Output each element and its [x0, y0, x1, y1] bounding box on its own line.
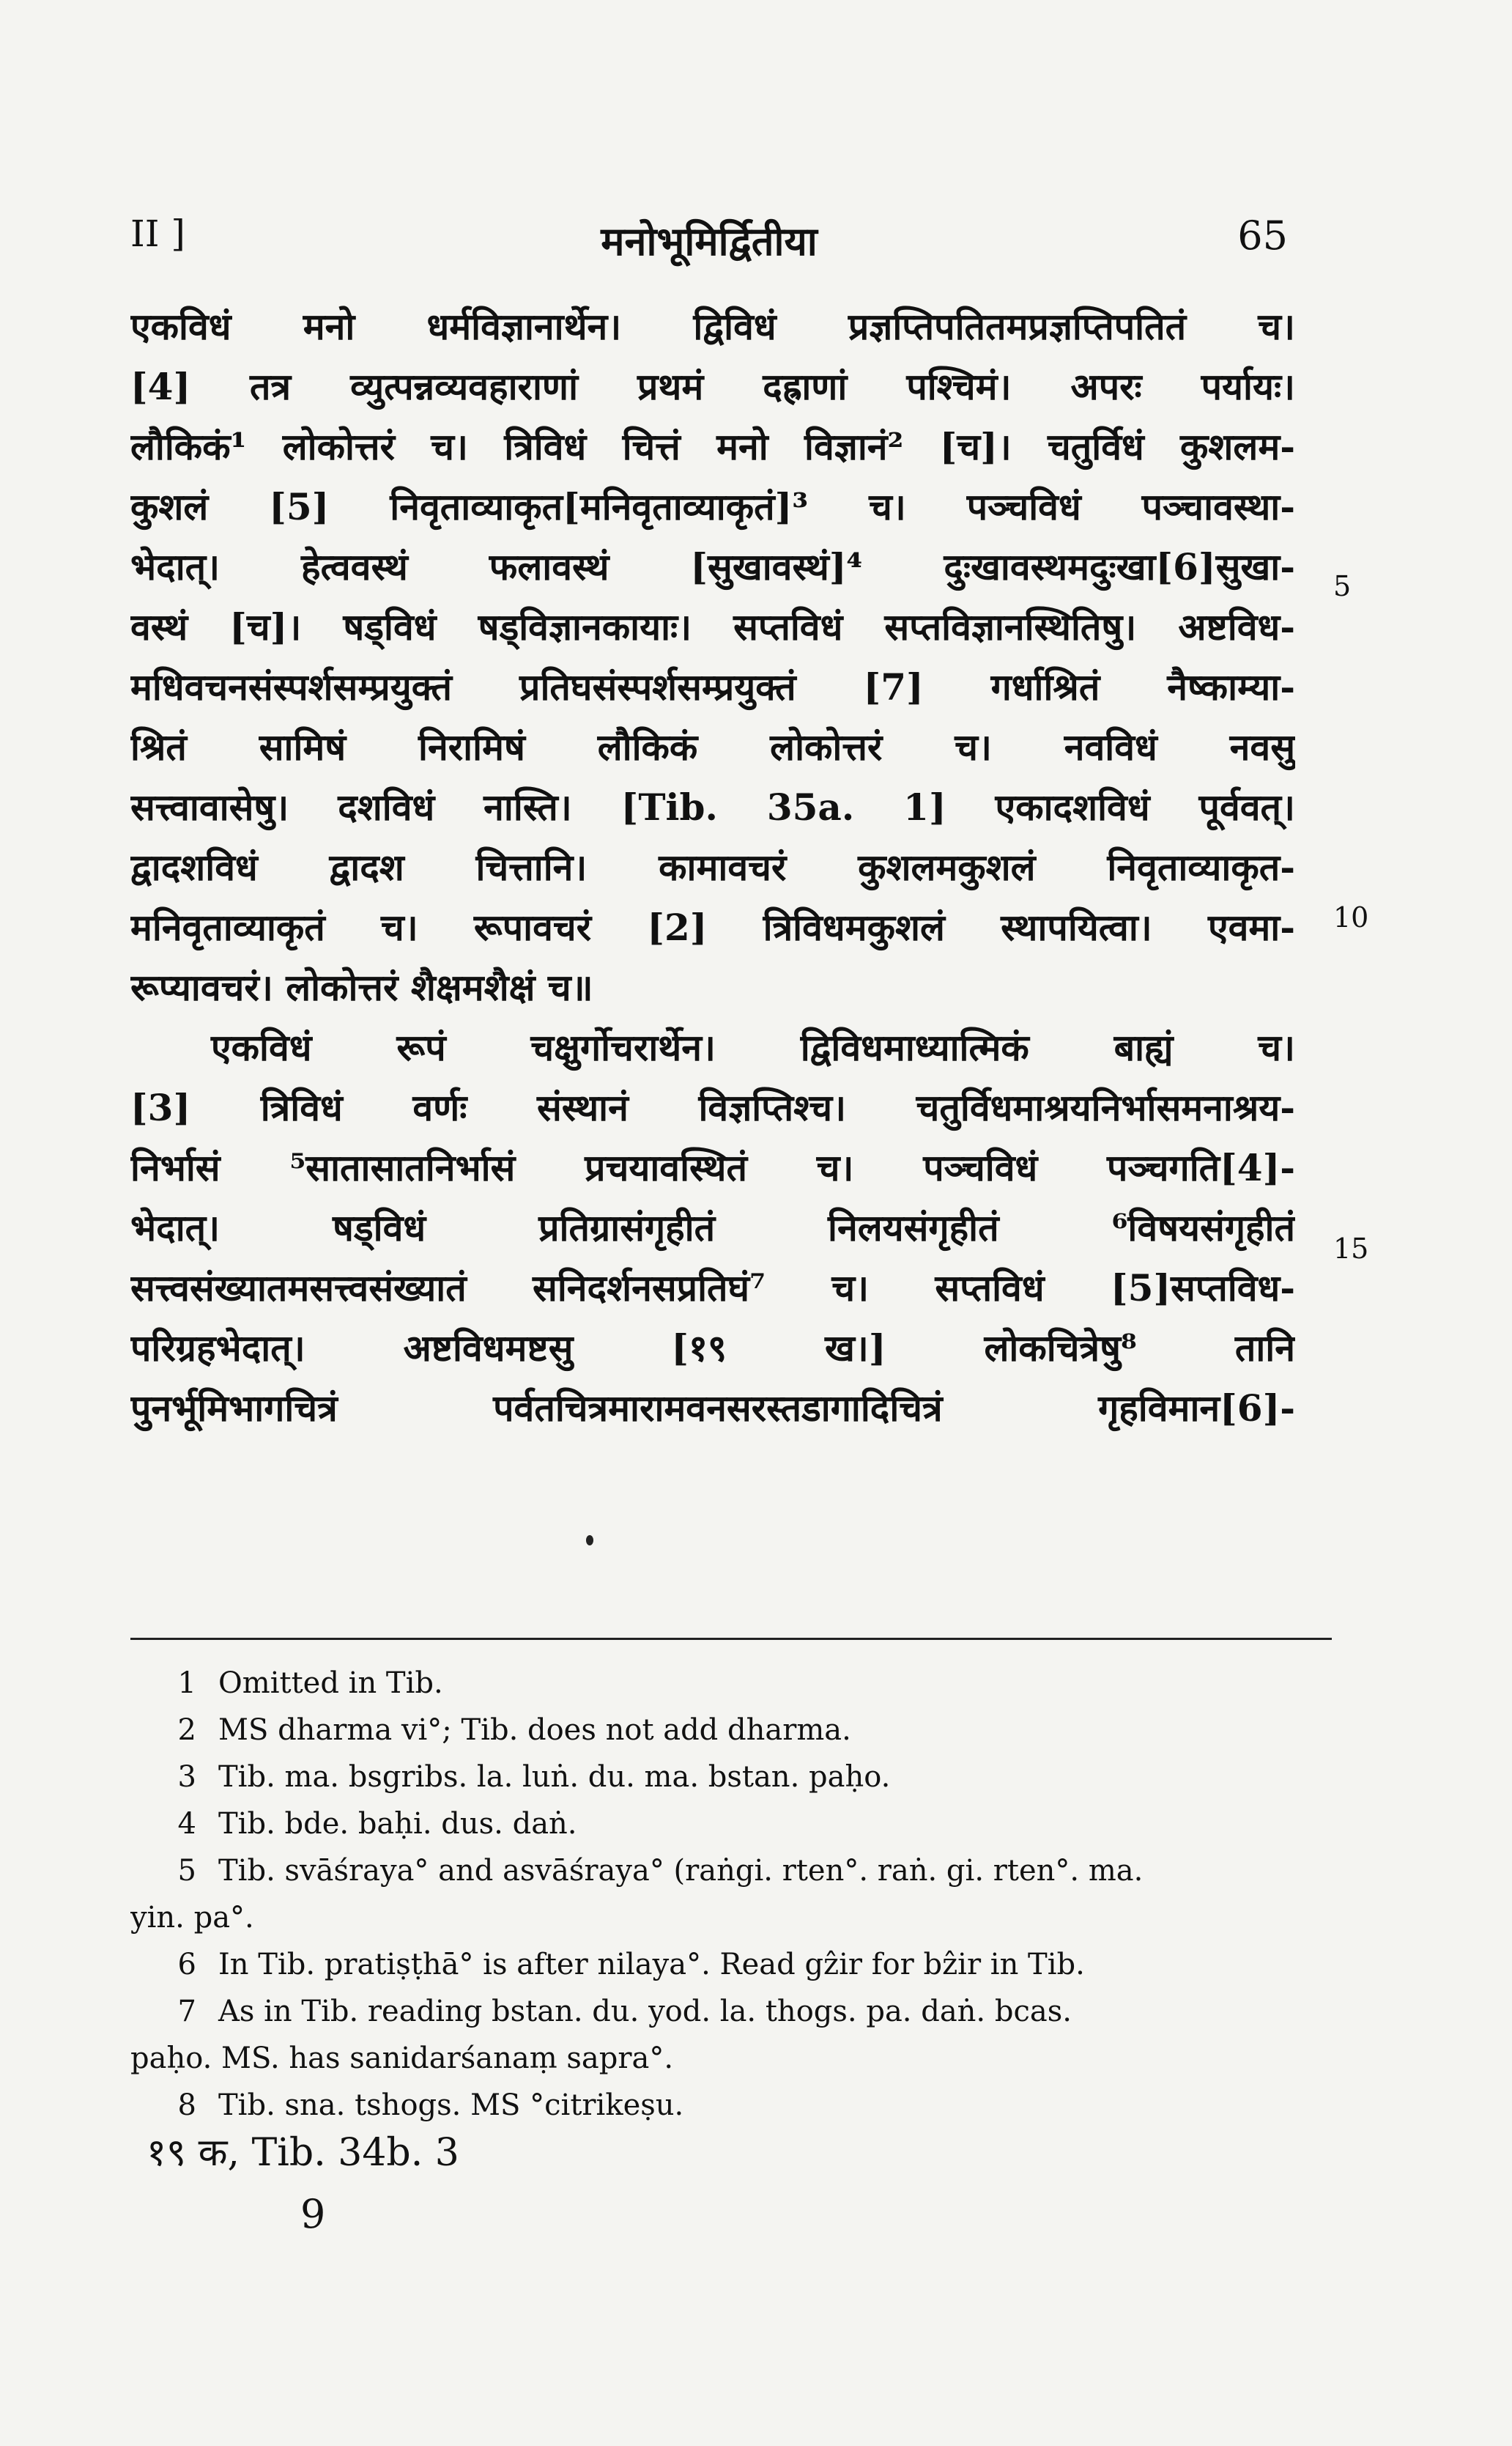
text-line: द्वादशविधं द्वादश चित्तानि। कामावचरं कुशलमकुशलं निवृताव्याकृत- — [130, 846, 1295, 889]
ink-speck — [586, 1535, 593, 1545]
footnote: 1 Omitted in Tib. — [177, 1666, 443, 1700]
footnote-continuation: yin. pa°. — [130, 1901, 254, 1935]
text-line: निर्भासं ⁵सातासातनिर्भासं प्रचयावस्थितं च। पञ्चविधं पञ्चगति[4]- — [130, 1146, 1295, 1189]
text-line: परिग्रहभेदात्। अष्टविधमष्टसु [१९ ख।] लोकचित्रेषु⁸ तानि — [130, 1326, 1295, 1370]
page-number: 65 — [1237, 213, 1288, 259]
line-number-margin: 10 — [1333, 901, 1369, 934]
footnote: 8 Tib. sna. tshogs. MS °citrikeṣu. — [177, 2088, 684, 2122]
text-line: श्रितं सामिषं निरामिषं लौकिकं लोकोत्तरं च। नवविधं नवसु — [130, 725, 1295, 769]
signature-mark: 9 — [300, 2191, 326, 2237]
main-text — [130, 297, 1295, 1438]
footnote-rule — [130, 1638, 1332, 1640]
text-line: मनिवृताव्याकृतं च। रूपावचरं [2] त्रिविधमकुशलं स्थापयित्वा। एवमा- — [130, 906, 1295, 949]
text-line: लौकिकं¹ लोकोत्तरं च। त्रिविधं चित्तं मनो विज्ञानं² [च]। चतुर्विधं कुशलम- — [130, 425, 1295, 468]
text-line: भेदात्। षड्विधं प्रतिग्रासंगृहीतं निलयसंगृहीतं ⁶विषयसंगृहीतं — [130, 1206, 1295, 1249]
text-line: सत्त्वसंख्यातमसत्त्वसंख्यातं सनिदर्शनसप्रतिघं⁷ च। सप्तविधं [5]सप्तविध- — [130, 1266, 1295, 1309]
footnote: 3 Tib. ma. bsgribs. la. luṅ. du. ma. bstan. paḥo. — [177, 1760, 891, 1794]
text-line: वस्थं [च]। षड्विधं षड्विज्ञानकायाः। सप्तविधं सप्तविज्ञानस्थितिषु। अष्टविध- — [130, 605, 1295, 649]
footnotes — [130, 1660, 1332, 2129]
manuscript-reference: १९ क, Tib. 34b. 3 — [147, 2131, 459, 2175]
page-title: मनोभूमिर्द्वितीया — [601, 218, 818, 265]
line-number-margin: 5 — [1333, 570, 1352, 602]
footnote: 6 In Tib. pratiṣṭhā° is after nilaya°. Read gẑir for bẑir in Tib. — [177, 1948, 1085, 1981]
text-line: एकविधं मनो धर्मविज्ञानार्थेन। द्विविधं प्रज्ञप्तिपतितमप्रज्ञप्तिपतितं च। — [130, 305, 1295, 348]
chapter-marker: II ] — [130, 213, 185, 255]
line-number-margin: 15 — [1333, 1233, 1369, 1265]
text-line: [3] त्रिविधं वर्णः संस्थानं विज्ञप्तिश्च। चतुर्विधमाश्रयनिर्भासमनाश्रय- — [130, 1086, 1295, 1129]
text-line: एकविधं रूपं चक्षुर्गोचरार्थेन। द्विविधमाध्यात्मिकं बाह्यं च। — [211, 1026, 1295, 1069]
text-line: सत्त्वावासेषु। दशविधं नास्ति। [Tib. 35a. 1] एकादशविधं पूर्ववत्। — [130, 786, 1295, 829]
text-line: मधिवचनसंस्पर्शसम्प्रयुक्तं प्रतिघसंस्पर्शसम्प्रयुक्तं [7] गर्धाश्रितं नैष्काम्या- — [130, 665, 1295, 709]
text-line: रूप्यावचरं। लोकोत्तरं शैक्षमशैक्षं च॥ — [130, 966, 593, 1009]
footnote: 2 MS dharma vi°; Tib. does not add dharma. — [177, 1713, 851, 1747]
footnote: 4 Tib. bde. baḥi. dus. daṅ. — [177, 1807, 577, 1841]
running-header — [130, 213, 1288, 264]
text-line: कुशलं [5] निवृताव्याकृत[मनिवृताव्याकृतं]³ च। पञ्चविधं पञ्चावस्था- — [130, 485, 1295, 528]
footnote: 7 As in Tib. reading bstan. du. yod. la. thogs. pa. daṅ. bcas. — [177, 1995, 1072, 2028]
text-line: पुनर्भूमिभागचित्रं पर्वतचित्रमारामवनसरस्तडागादिचित्रं गृहविमान[6]- — [130, 1386, 1295, 1430]
footnote: 5 Tib. svāśraya° and asvāśraya° (raṅgi. rten°. raṅ. gi. rten°. ma. — [177, 1854, 1144, 1888]
footnote-continuation: paḥo. MS. has sanidarśanaṃ sapra°. — [130, 2042, 674, 2075]
text-line: [4] तत्र व्युत्पन्नव्यवहाराणां प्रथमं दह्राणां पश्चिमं। अपरः पर्यायः। — [130, 365, 1295, 408]
text-line: भेदात्। हेत्ववस्थं फलावस्थं [सुखावस्थं]⁴ दुःखावस्थमदुःखा[6]सुखा- — [130, 545, 1295, 588]
